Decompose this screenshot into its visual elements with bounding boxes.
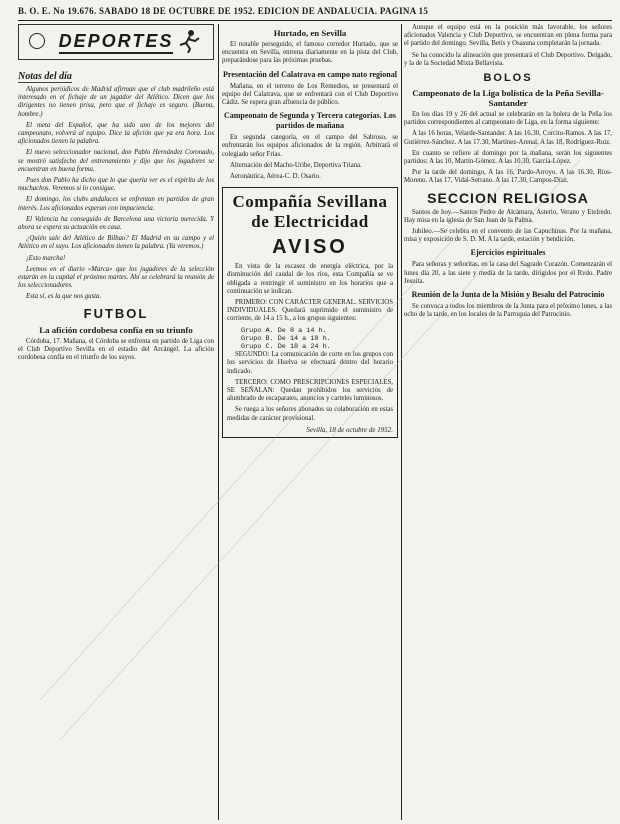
bolos-section-title: BOLOS	[483, 72, 533, 85]
article-paragraph: Santos de hoy.—Santos Pedro de Alcántara, Asterio, Verano y Etelredo. Hay misa en la iglesia de San Juan de la Palma.	[404, 208, 612, 224]
electricity-notice-ad	[222, 187, 398, 438]
ad-grupo-line: Grupo A. De 8 a 14 h.	[241, 326, 327, 335]
article-paragraph: En segunda categoría, en el campo del Sabroso, se enfrentarán los equipos aficionados de la región. Arbitrará el colegiado señor Frías.	[222, 134, 398, 158]
ad-paragraph: TERCERO: COMO PRESCRIPCIONES ESPECIALES, SE SEÑALAN: Quedan prohibidos los servicios de alumbrado de escaparates, anuncios y carteles luminosos.	[227, 378, 393, 403]
headline-reunion-junta: Reunión de la Junta de la Misión y Besalu del Patrocinio	[411, 290, 605, 300]
ball-icon	[29, 33, 45, 49]
deportes-title: DEPORTES	[59, 31, 174, 54]
notas-del-dia-title: Notas del día	[18, 71, 72, 82]
page-header: B. O. E. No 19.676. SABADO 18 DE OCTUBRE DE 1952. EDICION DE ANDALUCIA. PAGINA 15	[18, 6, 429, 16]
article-paragraph: En los días 19 y 26 del actual se celebrarán en la bolera de la Peña los partidos correspondientes al campeonato de Liga, en la forma siguiente:	[404, 111, 612, 127]
headline-ejercicios: Ejercicios espirituales	[470, 248, 546, 258]
headline-hurtado: Hurtado, en Sevilla	[273, 28, 347, 38]
ad-aviso-title: AVISO	[272, 236, 348, 259]
article-paragraph: Mañana, en el terreno de Los Remedios, se presentará el equipo del Calatrava, que se enfrentará con el Club Deportivo Cádiz. Se espera gran afluencia de público.	[222, 82, 398, 107]
column-right	[404, 24, 612, 820]
article-paragraph: Por la tarde del domingo, A las 16, Pardo-Arroyo. A las 16.30, Ríos-Moreno. A las 17, Vidal-Serrano. A las 17.30, Campos-Díaz.	[404, 169, 612, 185]
article-paragraph: El nuevo seleccionador nacional, don Pablo Hernández Coronado, se mostró satisfecho del entrenamiento y dijo que los jugadores se encuentran en buena forma.	[18, 149, 214, 173]
column-rule-2	[401, 24, 402, 820]
article-paragraph: El domingo, los clubs andaluces se enfrentan en partidos de gran interés. Los aficionados esperan con impaciencia.	[18, 196, 214, 212]
column-rule-1	[218, 24, 219, 820]
ad-signature-line: Sevilla, 18 de octubre de 1952.	[306, 425, 393, 434]
article-paragraph: Aeronáutica, Aérea-C. D. Osario.	[230, 173, 321, 181]
deportes-section-logo	[18, 24, 214, 60]
article-paragraph: Córdoba, 17. Mañana, el Córdoba se enfrenta en partido de Liga con el Club Deportivo Sevilla en el estadio del Arcángel. La afición cordobesa confía en el triunfo de los suyos.	[18, 337, 214, 362]
article-paragraph: El meta del Español, que ha sido uno de los mejores del campeonato, volverá al equipo. Dice la afición que ya era hora. Los aficionados tienen la palabra.	[18, 121, 214, 146]
article-paragraph: Se ha conocido la alineación que presentará el Club Deportivo. Delgado, y la de la Sociedad Mixta Bellavista.	[404, 51, 612, 67]
ad-paragraph: Se ruega a los señores abonados su colaboración en estas medidas de carácter provisional.	[227, 406, 393, 422]
article-paragraph: Pues don Pablo ha dicho que lo que quería ver es el espíritu de los muchachos. Veremos si lo consigue.	[18, 177, 214, 193]
article-paragraph: Leemos en el diario «Marca» que los jugadores de la selección estarán en la capital el próximo martes. Ahí se celebrará la reunión de los seleccionadores.	[18, 265, 214, 290]
article-paragraph: Jubileo.—Se celebra en el convento de las Capuchinas. Por la mañana, misa y exposición de S. D. M. A la tarde, estación y bendición.	[404, 228, 612, 244]
headline-campeonato: Campeonato de Segunda y Tercera categorías. Los partidos de mañana	[223, 111, 397, 131]
ad-paragraph: SEGUNDO: La comunicación de corte en los grupos con los servicios de Huelva se efectuará dentro del horario indicado.	[227, 351, 393, 375]
article-paragraph: El notable perseguido, el famoso corredor Hurtado, que se encuentra en Sevilla, entrena diariamente en la pista del Club, preparándose para las próximas pruebas.	[222, 41, 398, 65]
ad-company-name: Compañía Sevillana de Electricidad	[232, 192, 388, 232]
column-middle	[222, 24, 398, 820]
ad-grupo-line: Grupo B. De 14 a 18 h.	[241, 334, 331, 343]
runner-icon	[173, 29, 203, 53]
ad-paragraph: En vista de la escasez de energía eléctrica, por la disminución del caudal de los ríos, esta Compañía se ve obligada a restringir el suministro en los horarios que a continuación se indican.	[227, 263, 393, 295]
seccion-religiosa-title: SECCION RELIGIOSA	[427, 189, 589, 206]
article-paragraph: ¡Esto marcha!	[26, 254, 66, 262]
column-left	[18, 24, 214, 820]
ad-paragraph: PRIMERO: CON CARÁCTER GENERAL. SERVICIOS INDIVIDUALES. Quedará suprimido el suministro de corriente, de 14 a 15 h., a los grupos siguientes:	[227, 299, 393, 323]
futbol-section-title: FUTBOL	[83, 305, 149, 321]
article-paragraph: Esta sí, es la que nos gusta.	[26, 293, 102, 301]
header-rule	[18, 20, 612, 21]
article-paragraph: Aunque el equipo está en la posición más favorable, los señores aficionados Valencia y Club Deportivo, se encuentran en plena forma para el partido del domingo. Sevilla, Betis y Osasuna completarán la jornada.	[404, 24, 612, 48]
ad-grupo-line: Grupo C. De 18 a 24 h.	[241, 343, 331, 352]
article-paragraph: Alternación del Macho-Uribe, Deportiva Triana.	[230, 161, 362, 169]
article-paragraph: Se convoca a todos los miembros de la Junta para el próximo lunes, a las ocho de la tarde, en los locales de la Parroquia del Patrocinio.	[404, 303, 612, 319]
article-paragraph: ¿Quién sale del Atlético de Bilbao? El Madrid en su campo y el Atlético en el suyo. Los aficionados tienen la palabra. (Ya veremos.)	[18, 235, 214, 251]
futbol-headline: La afición cordobesa confía en su triunfo	[39, 324, 193, 335]
headline-bolos-liga: Campeonato de la Liga bolística de la Peña Sevilla-Santander	[412, 88, 604, 109]
article-paragraph: A las 16 horas, Velarde-Santander. A las 16.30, Corcito-Ramos. A las 17, Gutiérrez-Sánchez. A las 17.30, Martínez-Arenal. A las 18, Rodríguez-Ruiz.	[404, 130, 612, 146]
article-paragraph: En cuanto se refiere al domingo por la mañana, serán los siguientes partidos: A las 10, Martín-Gómez. A las 10.30, García-López.	[404, 149, 612, 166]
article-paragraph: Para señoras y señoritas, en la casa del Sagrado Corazón. Comenzarán el lunes día 20, a las siete y media de la tarde, dirigidos por el Rvdo. Padre Jesuita.	[404, 261, 612, 285]
article-paragraph: Algunos periódicos de Madrid afirman que el club madrileño está interesado en el fichaje de un jugador del Atlético. Dicen que los dirigentes no tienen prisa, pero que el fichaje es seguro. (Buena, hombre.)	[18, 86, 214, 118]
headline-calatrava: Presentación del Calatrava en campo nato regional	[223, 69, 397, 79]
article-paragraph: El Valencia ha conseguido de Barcelona una victoria merecida. Y ahora se espera su actuación en casa.	[18, 215, 214, 232]
